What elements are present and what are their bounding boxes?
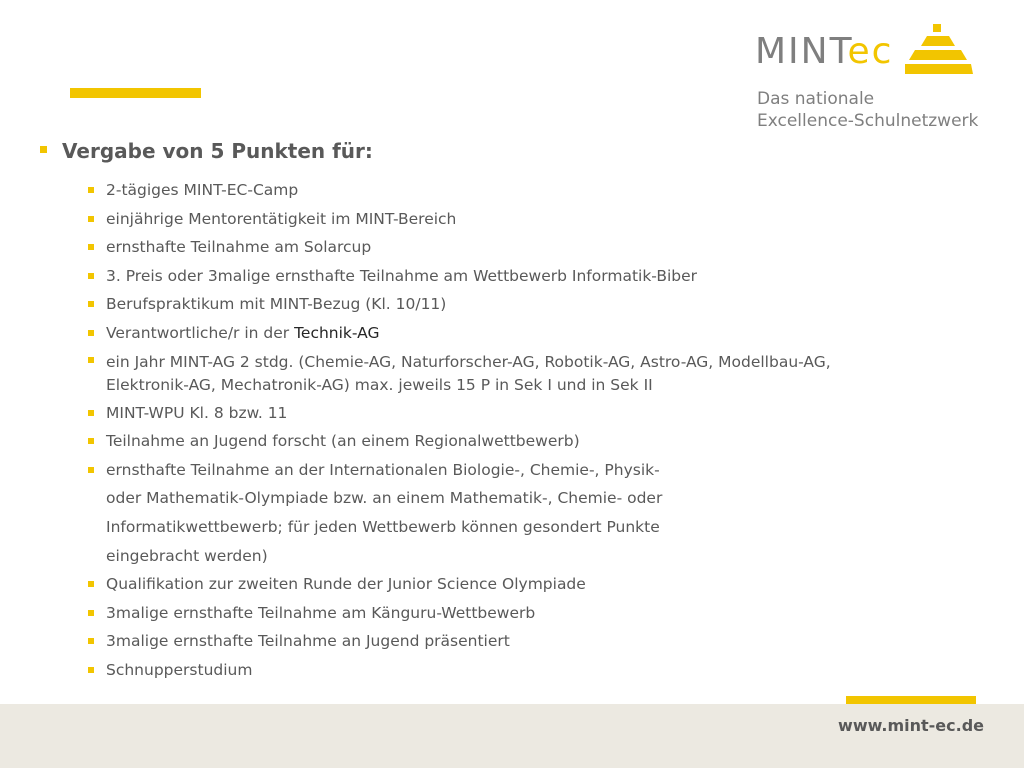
bullet-icon	[88, 216, 94, 222]
list-item: 3malige ernsthafte Teilnahme am Känguru-Wettbewerb	[88, 599, 968, 628]
bullet-icon	[88, 667, 94, 673]
bullet-icon	[88, 467, 94, 473]
list-item: Schnupperstudium	[88, 656, 968, 685]
list-item: Teilnahme an Jugend forscht (an einem Regionalwettbewerb)	[88, 427, 968, 456]
list-item: Berufspraktikum mit MINT-Bezug (Kl. 10/11)	[88, 290, 968, 319]
list-item: ernsthafte Teilnahme am Solarcup	[88, 233, 968, 262]
list-item: Verantwortliche/r in der Technik-AG	[88, 319, 968, 348]
bullet-icon	[88, 410, 94, 416]
website-link[interactable]: www.mint-ec.de	[838, 716, 984, 735]
title-accent-bar	[70, 88, 201, 98]
list-item: einjährige Mentorentätigkeit im MINT-Bereich	[88, 205, 968, 234]
logo-tagline: Das nationale Excellence-Schulnetzwerk	[757, 89, 979, 131]
bullet-icon	[88, 581, 94, 587]
footer	[0, 704, 1024, 768]
footer-accent-bar	[846, 696, 976, 704]
bullet-icon	[88, 610, 94, 616]
list-item: 2-tägiges MINT-EC-Camp	[88, 176, 968, 205]
list-item: MINT-WPU Kl. 8 bzw. 11	[88, 399, 968, 428]
bullet-icon	[88, 438, 94, 444]
bullet-icon	[88, 638, 94, 644]
list-item: ernsthafte Teilnahme an der Internationalen Biologie-, Chemie-, Physik- oder Mathematik-Olympiade bzw. an einem Mathematik-, Chemie- oder Informatikwettbewerb; für jeden Wettbewerb können gesondert Punkte eingebracht werden)	[88, 456, 968, 570]
list-item: ein Jahr MINT-AG 2 stdg. (Chemie-AG, Naturforscher-AG, Robotik-AG, Astro-AG, Modellbau-AG, Elektronik-AG, Mechatronik-AG) max. jeweils 15 P in Sek I und in Sek II	[88, 348, 968, 399]
criteria-list	[88, 176, 968, 685]
bullet-icon	[88, 273, 94, 279]
list-item: 3. Preis oder 3malige ernsthafte Teilnahme am Wettbewerb Informatik-Biber	[88, 262, 968, 291]
bullet-icon	[40, 146, 47, 153]
bullet-icon	[88, 301, 94, 307]
list-item: Qualifikation zur zweiten Runde der Junior Science Olympiade	[88, 570, 968, 599]
bullet-icon	[88, 187, 94, 193]
bullet-icon	[88, 330, 94, 336]
bullet-icon	[88, 244, 94, 250]
pyramid-icon	[905, 22, 975, 80]
mint-ec-logo	[755, 22, 985, 132]
list-item: 3malige ernsthafte Teilnahme an Jugend präsentiert	[88, 627, 968, 656]
logo-wordmark: MINTec	[755, 31, 894, 72]
bullet-icon	[88, 357, 94, 363]
